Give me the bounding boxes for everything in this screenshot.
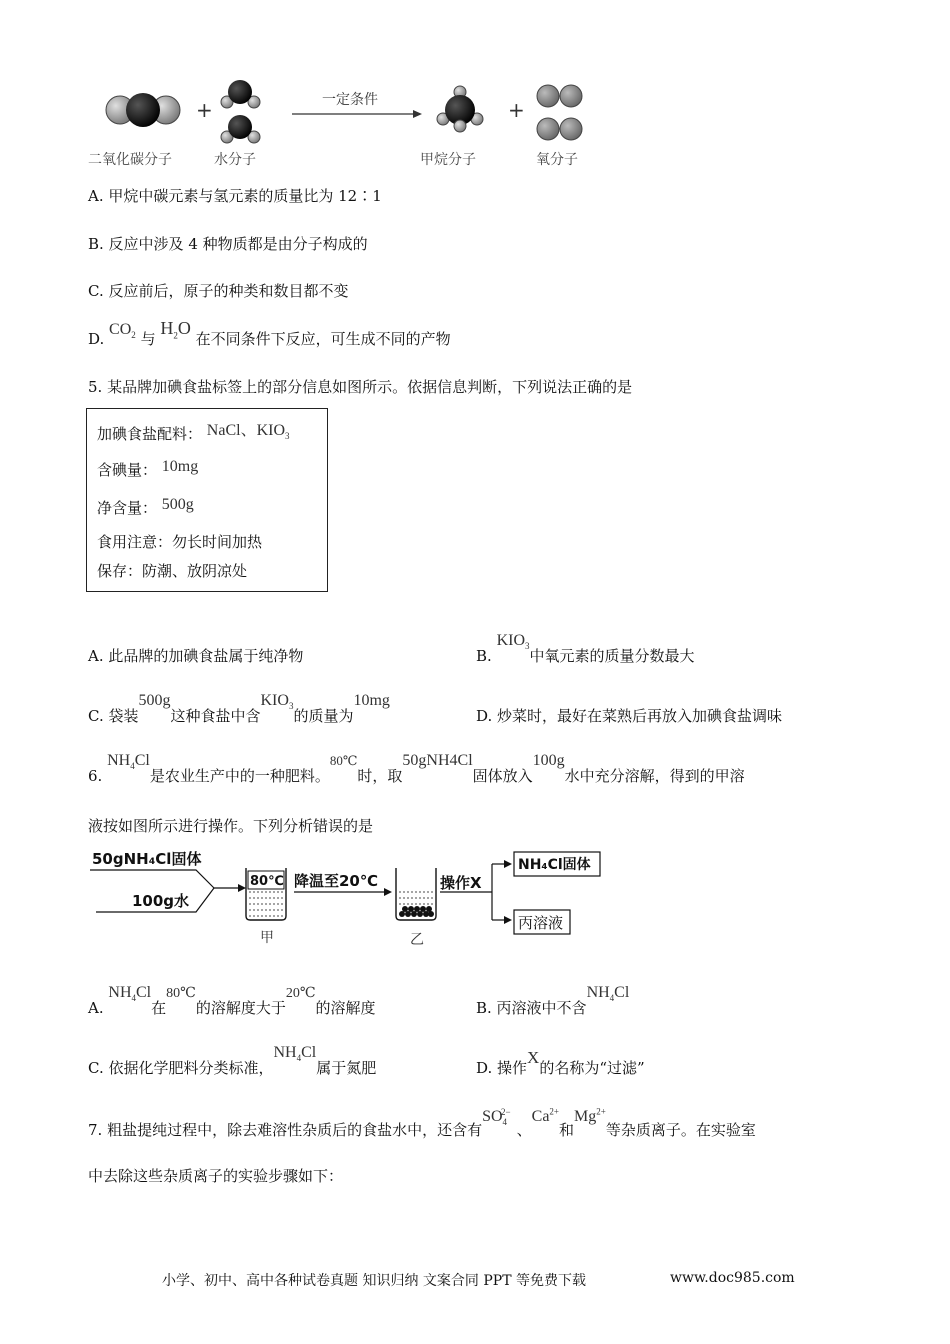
- label-water: 水分子: [214, 152, 256, 168]
- q6-stem-line2: 液按如图所示进行操作。下列分析错误的是: [88, 817, 374, 835]
- q4-option-b: B. 反应中涉及 4 种物质都是由分子构成的: [88, 235, 368, 253]
- flow-input-solid: 50gNH₄Cl固体: [92, 850, 202, 868]
- co2-molecule-icon: [106, 93, 180, 127]
- q4-option-d: [88, 318, 451, 348]
- label-methane: 甲烷分子: [420, 152, 476, 168]
- flow-output-solid: NH₄Cl固体: [518, 857, 591, 873]
- q4-d-h2o: $H_2O$: [160, 318, 191, 341]
- label-storage: 保存：防潮、放阴凉处: [97, 562, 248, 580]
- q6-option-a: A. $NH_4Cl$在80℃的溶解度大于20℃的溶解度: [88, 984, 376, 1017]
- q6-option-b: B. 丙溶液中不含$NH_4Cl$: [476, 984, 630, 1017]
- reaction-arrow-icon: [292, 110, 422, 118]
- ion-magnesium: $Mg^{2+}$: [574, 1107, 606, 1126]
- label-net-content: 净含量： 500g: [97, 496, 194, 517]
- methane-molecule-icon: [437, 86, 483, 132]
- label-oxygen: 氧分子: [536, 152, 578, 168]
- q5-option-d: D. 炒菜时，最好在菜熟后再放入加碘食盐调味: [476, 707, 783, 725]
- q5-option-a: A. 此品牌的加碘食盐属于纯净物: [88, 647, 304, 665]
- label-usage-note: 食用注意：勿长时间加热: [97, 533, 263, 551]
- reaction-condition: 一定条件: [322, 92, 378, 108]
- beaker-yi-icon: [396, 868, 436, 920]
- label-iodine-content: 含碘量： 10mg: [97, 458, 199, 479]
- q7-stem-line2: 中去除这些杂质离子的实验步骤如下：: [88, 1167, 344, 1185]
- q4-option-c: C. 反应前后，原子的种类和数目都不变: [88, 282, 349, 300]
- label-ingredients: 加碘食盐配料： NaCl、$KIO_3$: [97, 422, 290, 443]
- q5-stem: 5. 某品牌加碘食盐标签上的部分信息如图所示。依据信息判断，下列说法正确的是: [88, 378, 633, 396]
- footer-link[interactable]: www.doc985.com: [670, 1270, 795, 1286]
- beaker-yi-label: 乙: [410, 932, 424, 948]
- ion-sulfate: $SO_4^{2-}$: [482, 1107, 511, 1128]
- flow-output-solution: 丙溶液: [518, 914, 564, 932]
- q4-d-mid: 与: [140, 330, 156, 348]
- oxygen-molecule-icon: [537, 85, 582, 140]
- q6-option-c: C. 依据化学肥料分类标准，$NH_4Cl$属于氮肥: [88, 1044, 377, 1077]
- q6-flow-diagram: [86, 846, 606, 950]
- footer-note: 小学、初中、高中各种试卷真题 知识归纳 文案合同 PPT 等免费下载: [162, 1273, 586, 1289]
- flow-step-cool: 降温至20℃: [294, 872, 379, 890]
- beaker-jia-temp: 80℃: [250, 874, 284, 889]
- q4-d-prefix: D.: [88, 330, 105, 348]
- plus-sign-1: +: [196, 98, 213, 122]
- flow-input-water: 100g水: [132, 892, 190, 910]
- ion-calcium: $Ca^{2+}$: [531, 1107, 559, 1126]
- q6-option-d: D. 操作X的名称为“过滤”: [476, 1048, 645, 1077]
- q7-stem-line1: 7. 粗盐提纯过程中，除去难溶性杂质后的食盐水中，还含有$SO_4^{2-}$、$Ca^{2+}$和$Mg^{2+}$等杂质离子。在实验室: [88, 1107, 756, 1140]
- plus-sign-2: +: [508, 98, 525, 122]
- reaction-diagram: [80, 74, 600, 174]
- q5-option-b: B. $KIO_3$中氧元素的质量分数最大: [476, 632, 695, 665]
- q4-d-co2: $CO_2$: [109, 321, 136, 341]
- q4-option-a: A. 甲烷中碳元素与氢元素的质量比为 12∶1: [88, 187, 382, 205]
- q4-d-suffix: 在不同条件下反应，可生成不同的产物: [195, 330, 451, 348]
- salt-label-box: [86, 408, 328, 592]
- label-co2: 二氧化碳分子: [88, 152, 172, 168]
- q5-option-c: C. 袋装500g这种食盐中含$KIO_3$的质量为10mg: [88, 692, 390, 725]
- q6-stem-line1: 6. $NH_4Cl$是农业生产中的一种肥料。80℃时，取50gNH4Cl固体放入100g水中充分溶解，得到的甲溶: [88, 752, 745, 785]
- flow-step-x: 操作X: [440, 874, 482, 892]
- beaker-jia-label: 甲: [260, 930, 274, 946]
- water-molecule-icon: [221, 80, 260, 143]
